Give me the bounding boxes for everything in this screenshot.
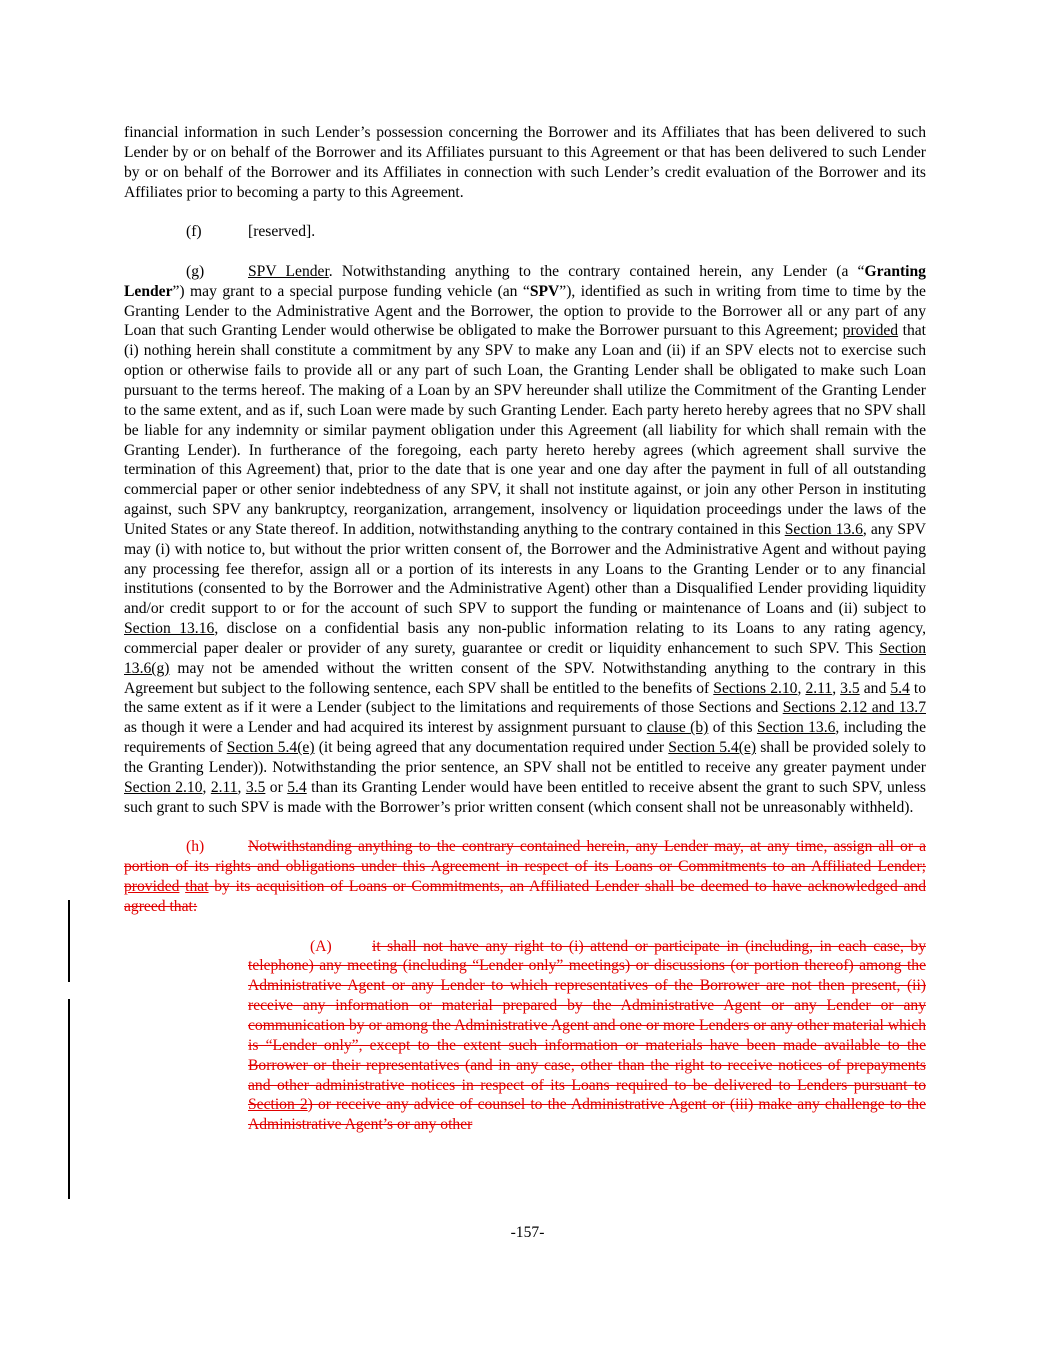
intro-paragraph: financial information in such Lender’s possession concerning the Borrower and its Affiliates that has been delivered to such Lender by or on behalf of the Borrower and its Affiliates pursuant to this Agreement or that has been delivered to such Lender by or on behalf of the Borrower and its Affiliates in connection with such Lender’s credit evaluation of the Borrower and its Affiliates prior to becoming a party to this Agreement. <box>124 124 926 201</box>
g-ref: provided <box>842 322 899 340</box>
g-ref: Section 13.6 <box>756 719 836 737</box>
g-ref: Section 13.6 <box>784 520 863 538</box>
change-bar-h <box>68 900 70 982</box>
g-ref: 2.11 <box>210 778 238 796</box>
g-text: to the same extent as if it were a Lender (subject to the limitations and requirements of those Sections and <box>124 679 927 717</box>
g-text: , <box>797 679 806 697</box>
g-text: ”), identified as such in writing from time to time by the Granting Lender to the Administrative Agent and the Borrower, the option to provide to the Borrower all or any part of any Loan that such Granting Lender would otherwise be obligated to make the Borrower pursuant to this Agreement; <box>124 282 926 340</box>
section-h-deleted <box>124 837 926 916</box>
a-text: ) or receive any advice of counsel to the Administrative Agent or (iii) make any challenge to the Administrative Agent’s or any other <box>248 1096 926 1134</box>
g-text: (it being agreed that any documentation required under <box>314 739 669 757</box>
a-text: it shall not have any right to (i) attend or participate in (including, in each case, by telephone) any meeting (including “Lender only” meetings) or discussions (or portion thereof) among the Administrative Agent or any Lender to which representatives of the Borrower are not then present, (ii) receive any information or material prepared by the Administrative Agent or any Lender or any communication by or among the Administrative Agent and one or more Lenders or any other material which is “Lender only”, except to the extent such information or materials have been made available to the Borrower or their representatives (and in any case, other than the right to receive notices of prepayments and other administrative notices in respect of its Loans required to be delivered to Lenders pursuant to <box>248 937 926 1094</box>
page-number: -157- <box>510 1224 545 1241</box>
section-a-label: (A) <box>310 937 332 955</box>
g-ref: 3.5 <box>245 778 266 796</box>
g-text: , <box>237 778 246 796</box>
section-g <box>124 262 926 818</box>
g-ref: Section 2.10 <box>124 778 203 796</box>
g-text: , any SPV may (i) with notice to, but without the prior written consent of, the Borrower and the Administrative Agent and without paying any processing fee therefor, assign all or a portion of its interests in any Loans to the Granting Lender or to any financial institutions (consented to by the Borrower and the Administrative Agent) other than a Disqualified Lender providing liquidity and/or credit support to or for the account of such SPV to support the funding or maintenance of Loans and (ii) subject to <box>124 520 927 618</box>
g-text: that (i) nothing herein shall constitute a commitment by any SPV to make any Loan and (ii) if an SPV elects not to exercise such option or otherwise fails to provide all or any part of such Loan, the Granting Lender shall be obligated to make such Loan pursuant to the terms hereof. The making of a Loan by an SPV hereunder shall utilize the Commitment of the Granting Lender to the same extent, and as if, such Loan were made by such Granting Lender. Each party hereto hereby agrees that no SPV shall be liable for any indemnity or similar payment obligation under this Agreement (all liability for which shall remain with the Granting Lender). In furtherance of the foregoing, each party hereto hereby agrees (which agreement shall survive the termination of this Agreement) that, prior to the date that is one year and one day after the payment in full of all outstanding commercial paper or other senior indebtedness of any SPV, it shall not institute against, or join any other Person in instituting against, such SPV any bankruptcy, reorganization, arrangement, insolvency or liquidation proceedings under the laws of the United States or any State thereof. In addition, notwithstanding anything to the contrary contained in this <box>124 322 926 538</box>
document-page <box>124 123 926 1135</box>
g-ref: 3.5 <box>840 679 860 697</box>
a-ref: Section 2 <box>248 1096 308 1114</box>
g-ref: 5.4 <box>890 679 910 697</box>
g-text: , <box>202 778 211 796</box>
g-text: than its Granting Lender would have been entitled to receive absent the grant to such SPV, unless such grant to such SPV is made with the Borrower’s prior written consent (which consent shall not be unreasonably withheld). <box>124 778 926 816</box>
g-ref: clause (b) <box>646 719 709 737</box>
section-g-heading: SPV Lender <box>248 262 329 280</box>
change-bar-a <box>68 999 70 1199</box>
g-text: , disclose on a confidential basis any non-public information relating to its Loans to any rating agency, commercial paper dealer or provider of any surety, guarantee or credit or liquidity enhancement to such SPV. This <box>124 620 926 657</box>
g-text: ”) may grant to a special purpose funding vehicle (an “ <box>172 282 530 300</box>
section-f <box>124 222 926 242</box>
g-text: may not be amended without the written consent of the SPV. Notwithstanding anything to the contrary in this Agreement but subject to the following sentence, each SPV shall be entitled to the benefits of <box>124 659 926 697</box>
g-ref: Section 5.4(e) <box>668 739 757 757</box>
section-f-label: (f) <box>186 223 202 241</box>
g-ref: 2.11 <box>805 679 833 697</box>
g-ref: Sections 2.12 and 13.7 <box>782 699 926 717</box>
g-ref: Section 13.6(g) <box>124 639 926 677</box>
g-ref: 5.4 <box>287 778 307 796</box>
h-text: by its acquisition of Loans or Commitments, an Affiliated Lender shall be deemed to have acknowledged and agreed that: <box>124 878 926 915</box>
g-text: of this <box>708 719 757 737</box>
g-text: . Notwithstanding anything to the contrary contained herein, any Lender (a “ <box>328 262 865 280</box>
g-text: or <box>265 778 288 796</box>
g-text: shall be provided solely to the Granting Lender)). Notwithstanding the prior sentence, an SPV shall not be entitled to receive any greater payment under <box>124 739 926 776</box>
section-a-deleted <box>248 937 926 1135</box>
section-g-label: (g) <box>186 262 205 280</box>
h-ref: provided <box>124 878 180 896</box>
term-granting-lender: Granting Lender <box>124 262 926 300</box>
h-ref: that <box>185 878 209 896</box>
section-f-text: [reserved]. <box>248 223 316 241</box>
h-text: Notwithstanding anything to the contrary contained herein, any Lender may, at any time, assign all or a portion of its rights and obligations under this Agreement in respect of its Loans or Commitments to an Affiliated Lender; <box>124 838 926 876</box>
g-text: and <box>859 679 891 697</box>
g-ref: Section 5.4(e) <box>226 739 315 757</box>
g-text: , <box>832 679 841 697</box>
g-ref: Section 13.16 <box>124 620 215 638</box>
g-text: as though it were a Lender and had acquired its interest by assignment pursuant to <box>124 719 647 737</box>
g-ref: Sections 2.10 <box>713 679 798 697</box>
g-text: , including the requirements of <box>124 719 926 757</box>
section-h-label: (h) <box>186 838 205 856</box>
term-spv: SPV <box>529 282 560 300</box>
